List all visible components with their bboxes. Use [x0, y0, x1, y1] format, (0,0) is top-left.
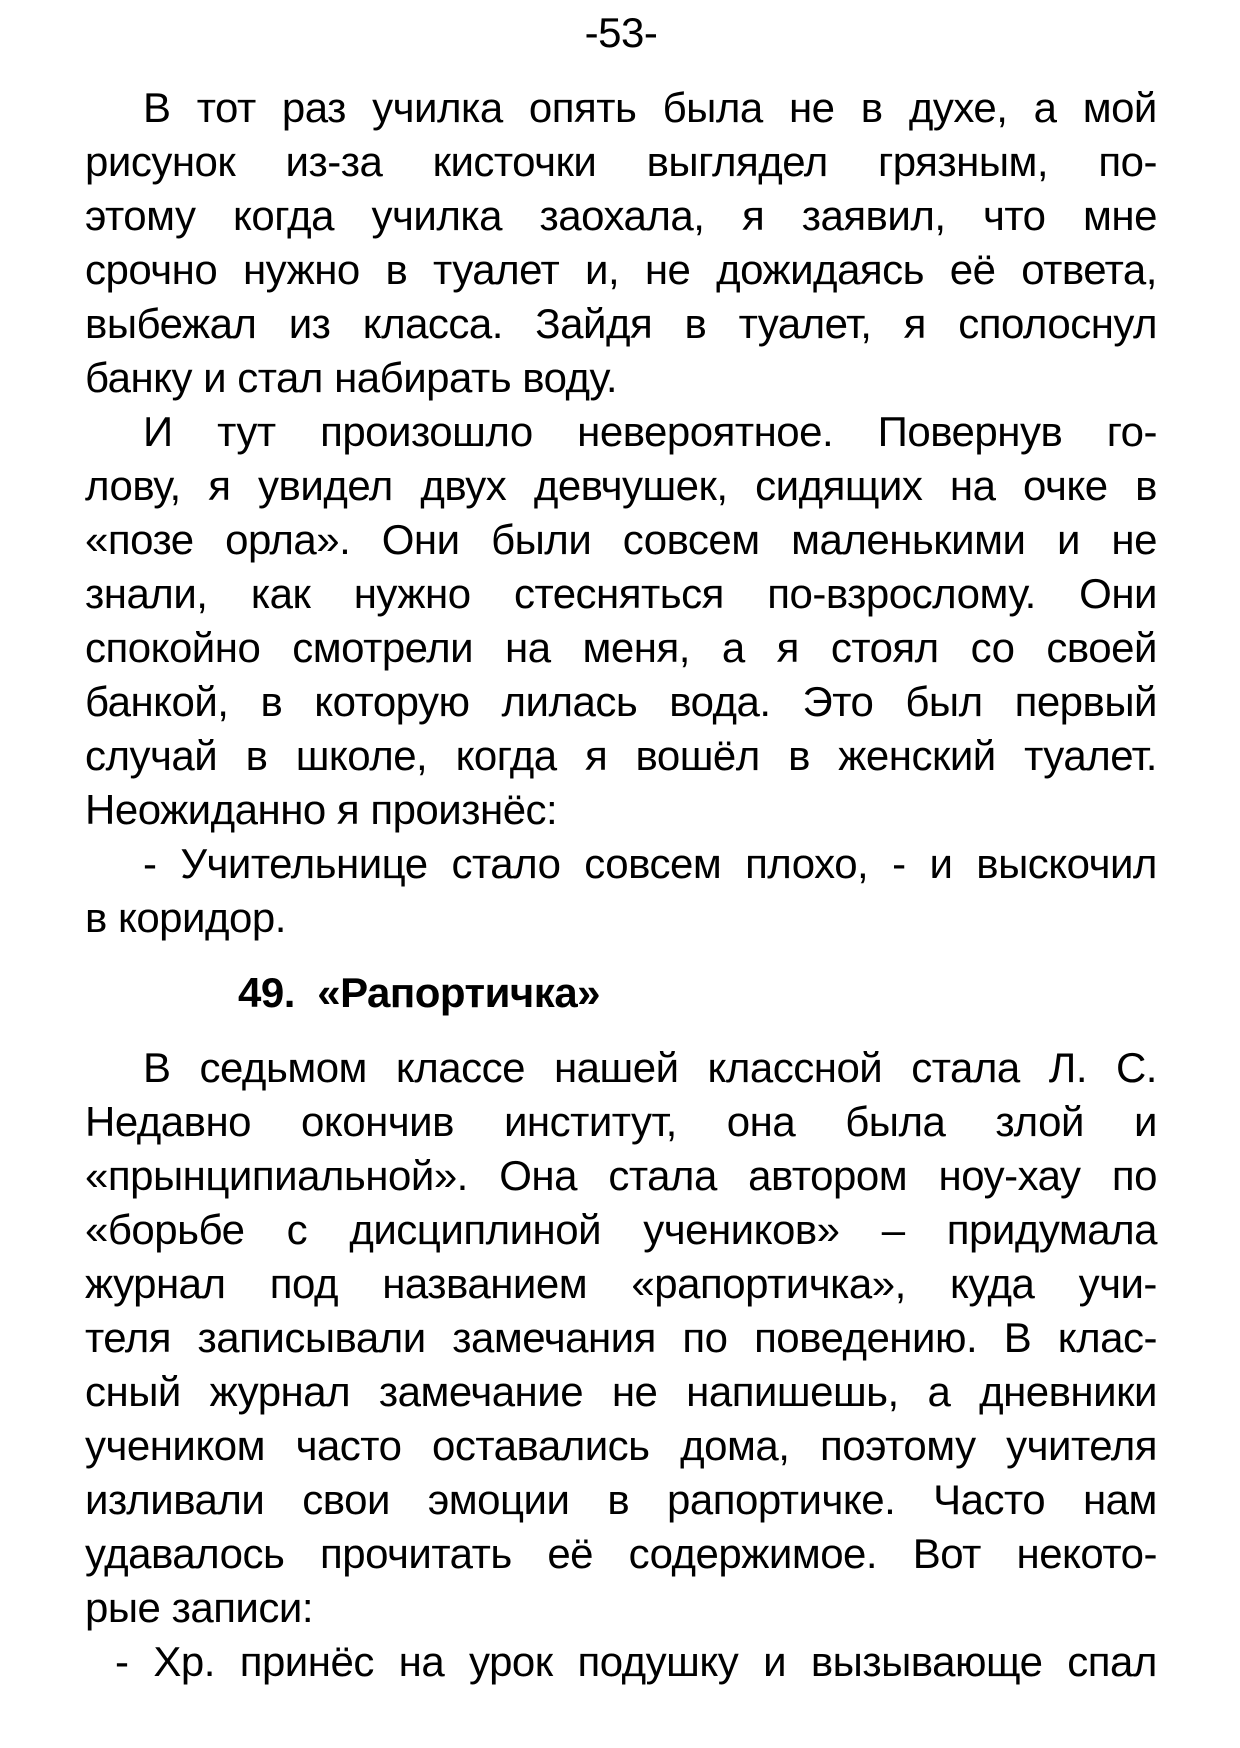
word: вода. — [669, 678, 771, 725]
word: Л. — [1048, 1044, 1087, 1091]
word: го- — [1106, 408, 1157, 455]
word: учи- — [1078, 1260, 1157, 1307]
text-line — [85, 1041, 1157, 1095]
word: из — [288, 300, 331, 347]
word: нашей — [553, 1044, 679, 1091]
word: сный — [85, 1368, 181, 1415]
word: рисунок — [85, 138, 236, 185]
word: туалет — [432, 246, 560, 293]
word: лову, — [85, 462, 181, 509]
word: девчушек, — [533, 462, 728, 509]
word: тут — [217, 408, 276, 455]
word: я — [741, 192, 765, 239]
word: со — [970, 624, 1015, 671]
text-line — [85, 1527, 1157, 1581]
word: клас- — [1057, 1314, 1157, 1361]
word: классной — [707, 1044, 883, 1091]
word: - — [143, 840, 157, 887]
word: стала — [911, 1044, 1020, 1091]
word: журнал — [209, 1368, 351, 1415]
word: злой — [995, 1098, 1084, 1145]
word: тот — [196, 84, 256, 131]
word: я — [903, 300, 926, 347]
text-line — [85, 189, 1157, 243]
word: раз — [281, 84, 346, 131]
word: замечания — [452, 1314, 656, 1361]
word: на — [949, 462, 996, 509]
word: и — [1133, 1098, 1157, 1145]
word: грязным, — [877, 138, 1049, 185]
word: учителя — [1006, 1422, 1157, 1469]
word: - — [892, 840, 906, 887]
word: её — [949, 246, 996, 293]
text-line: рые записи: — [85, 1584, 314, 1631]
word: и — [929, 840, 953, 887]
word: Зайдя — [535, 300, 653, 347]
word: сидящих — [755, 462, 923, 509]
word: «позе — [85, 516, 194, 563]
text-line — [85, 1311, 1157, 1365]
word: теля — [85, 1314, 171, 1361]
word: стала — [608, 1152, 717, 1199]
word: нам — [1082, 1476, 1157, 1523]
word: опять — [528, 84, 637, 131]
word: заохала, — [539, 192, 705, 239]
word: Хр. — [153, 1638, 215, 1685]
word: «прынципиальной». — [85, 1152, 468, 1199]
word: стало — [451, 840, 561, 887]
word: была — [662, 84, 763, 131]
word: автором — [748, 1152, 908, 1199]
word: произошло — [320, 408, 533, 455]
word: по-взрослому. — [767, 570, 1036, 617]
word: туалет. — [1024, 732, 1157, 779]
word: своей — [1046, 624, 1157, 671]
text-line — [85, 405, 1157, 459]
word: двух — [420, 462, 507, 509]
word: ноу-хау — [938, 1152, 1081, 1199]
word: Вот — [912, 1530, 981, 1577]
word: В — [143, 84, 171, 131]
word: я — [776, 624, 799, 671]
word: классе — [395, 1044, 525, 1091]
word: журнал — [85, 1260, 226, 1307]
word: В — [1003, 1314, 1032, 1361]
word: совсем — [622, 516, 760, 563]
word: седьмом — [199, 1044, 367, 1091]
word: под — [269, 1260, 338, 1307]
word: названием — [382, 1260, 588, 1307]
word: удавалось — [85, 1530, 285, 1577]
word: С. — [1115, 1044, 1157, 1091]
word: Часто — [933, 1476, 1046, 1523]
word: Она — [499, 1152, 577, 1199]
word: в — [788, 732, 810, 779]
word: смотрели — [292, 624, 474, 671]
paragraph — [85, 405, 1157, 837]
word: что — [983, 192, 1046, 239]
word: в — [607, 1476, 630, 1523]
text-line: в коридор. — [85, 894, 286, 941]
word: В — [143, 1044, 171, 1091]
text-line — [85, 1365, 1157, 1419]
word: в — [245, 732, 268, 779]
word: мне — [1083, 192, 1157, 239]
word: туалет, — [738, 300, 872, 347]
word: Недавно — [85, 1098, 251, 1145]
word: невероятное. — [577, 408, 834, 455]
text-line — [85, 1149, 1157, 1203]
word: подушку — [577, 1638, 739, 1685]
word: свои — [302, 1476, 390, 1523]
word: знали, — [85, 570, 208, 617]
word: я — [208, 462, 231, 509]
word: дисциплиной — [349, 1206, 602, 1253]
word: выскочил — [976, 840, 1157, 887]
word: выглядел — [646, 138, 828, 185]
word: её — [547, 1530, 594, 1577]
word: вызывающе — [810, 1638, 1043, 1685]
word: «рапортичка», — [631, 1260, 906, 1307]
word: нужно — [353, 570, 471, 617]
word: эмоции — [427, 1476, 570, 1523]
word: в — [1135, 462, 1157, 509]
word: школе, — [295, 732, 428, 779]
word: замечание — [378, 1368, 584, 1415]
word: - — [115, 1638, 129, 1685]
word: из-за — [285, 138, 383, 185]
word: маленькими — [791, 516, 1026, 563]
word: оставались — [432, 1422, 650, 1469]
word: этому — [85, 192, 196, 239]
word: дневники — [979, 1368, 1157, 1415]
word: а — [721, 624, 745, 671]
word: часто — [295, 1422, 402, 1469]
text-line — [85, 729, 1157, 783]
word: банкой, — [85, 678, 229, 725]
word: как — [250, 570, 311, 617]
word: выбежал — [85, 300, 257, 347]
text-line — [85, 837, 1157, 891]
text-line — [85, 1419, 1157, 1473]
text-line — [85, 1635, 1157, 1689]
text-line — [85, 1257, 1157, 1311]
word: на — [505, 624, 551, 671]
word: Повернув — [877, 408, 1063, 455]
word: И — [143, 408, 173, 455]
word: духе, — [908, 84, 1008, 131]
word: спокойно — [85, 624, 261, 671]
text-line — [85, 1095, 1157, 1149]
word: некото- — [1016, 1530, 1157, 1577]
word: учеников» — [643, 1206, 840, 1253]
word: первый — [1014, 678, 1157, 725]
text-line — [85, 621, 1157, 675]
word: поведению. — [754, 1314, 978, 1361]
word: стесняться — [513, 570, 724, 617]
word: не — [1111, 516, 1157, 563]
word: институт, — [503, 1098, 677, 1145]
word: – — [881, 1206, 905, 1253]
word: мой — [1082, 84, 1157, 131]
text-line — [85, 675, 1157, 729]
page-number: -53- — [584, 9, 658, 56]
word: лилась — [501, 678, 638, 725]
word: я — [584, 732, 608, 779]
word: случай — [85, 732, 218, 779]
word: принёс — [239, 1638, 374, 1685]
word: в — [260, 678, 283, 725]
word: содержимое. — [628, 1530, 878, 1577]
word: поэтому — [819, 1422, 976, 1469]
word: сполоснул — [958, 300, 1157, 347]
word: куда — [950, 1260, 1035, 1307]
word: урок — [469, 1638, 553, 1685]
paragraph — [85, 837, 1157, 945]
word: орла». — [225, 516, 351, 563]
word: и, — [585, 246, 620, 293]
text-line — [85, 81, 1157, 135]
word: в — [860, 84, 883, 131]
word: дожидаясь — [716, 246, 925, 293]
word: придумала — [946, 1206, 1157, 1253]
word: кисточки — [432, 138, 597, 185]
word: училка — [371, 192, 503, 239]
word: записывали — [197, 1314, 426, 1361]
word: изливали — [85, 1476, 265, 1523]
word: училка — [372, 84, 503, 131]
word: прочитать — [320, 1530, 512, 1577]
word: не — [644, 246, 691, 293]
word: она — [726, 1098, 796, 1145]
word: меня, — [582, 624, 690, 671]
text-line — [85, 567, 1157, 621]
word: дома, — [680, 1422, 790, 1469]
word: в — [684, 300, 707, 347]
word: нужно — [242, 246, 360, 293]
word: а — [927, 1368, 951, 1415]
word: по — [682, 1314, 728, 1361]
word: когда — [455, 732, 557, 779]
paragraph — [85, 1635, 1157, 1689]
word: очке — [1023, 462, 1108, 509]
word: в — [385, 246, 408, 293]
word: и — [763, 1638, 787, 1685]
word: не — [788, 84, 835, 131]
word: напишешь, — [686, 1368, 899, 1415]
word: по- — [1098, 138, 1157, 185]
text-line — [85, 297, 1157, 351]
text-line — [85, 243, 1157, 297]
word: Они — [381, 516, 460, 563]
text-line — [85, 1473, 1157, 1527]
text-line — [85, 513, 1157, 567]
word: на — [398, 1638, 445, 1685]
text-line: Неожиданно я произнёс: — [85, 786, 558, 833]
word: и — [1056, 516, 1080, 563]
word: спал — [1067, 1638, 1157, 1685]
word: Они — [1079, 570, 1157, 617]
text-body — [85, 81, 1157, 1689]
word: а — [1033, 84, 1057, 131]
text-line — [85, 1203, 1157, 1257]
word: была — [845, 1098, 946, 1145]
word: был — [905, 678, 983, 725]
word: увидел — [258, 462, 393, 509]
word: были — [491, 516, 592, 563]
word: не — [611, 1368, 658, 1415]
section-heading: 49. «Рапортичка» — [238, 969, 601, 1016]
word: по — [1111, 1152, 1157, 1199]
word: «борьбе — [85, 1206, 245, 1253]
word: когда — [232, 192, 334, 239]
word: стоял — [830, 624, 939, 671]
word: Учительнице — [180, 840, 428, 887]
word: плохо, — [745, 840, 869, 887]
word: окончив — [301, 1098, 454, 1145]
word: учеником — [85, 1422, 265, 1469]
word: рапортичке. — [667, 1476, 896, 1523]
text-line — [85, 135, 1157, 189]
word: совсем — [584, 840, 722, 887]
word: которую — [314, 678, 470, 725]
paragraph — [85, 1041, 1157, 1635]
word: срочно — [85, 246, 218, 293]
word: женский — [838, 732, 996, 779]
word: заявил, — [801, 192, 946, 239]
word: Это — [802, 678, 874, 725]
word: ответа, — [1021, 246, 1157, 293]
paragraph — [85, 81, 1157, 405]
word: вошёл — [635, 732, 760, 779]
text-line: банку и стал набирать воду. — [85, 354, 617, 401]
word: класса. — [362, 300, 503, 347]
word: с — [286, 1206, 308, 1253]
text-line — [85, 459, 1157, 513]
